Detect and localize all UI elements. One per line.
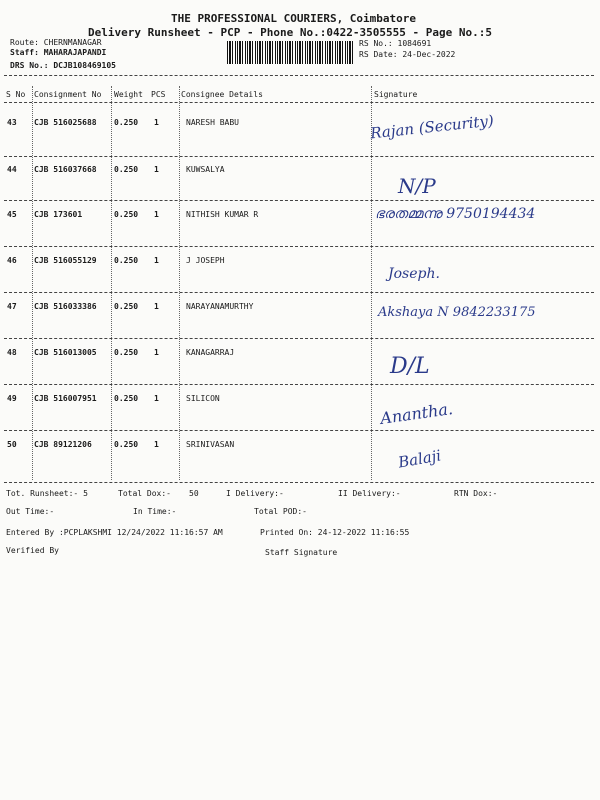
handwritten-signature: ഭരതമ്മന്നു 9750194434 <box>375 206 536 222</box>
row-consignee: NARAYANAMURTHY <box>186 302 254 311</box>
row-consignee: NITHISH KUMAR R <box>186 210 259 219</box>
row-consignment: CJB 516033386 <box>34 302 97 311</box>
row-divider <box>4 246 594 247</box>
row-consignment: CJB 516007951 <box>34 394 97 403</box>
entered-by: Entered By :PCPLAKSHMI 12/24/2022 11:16:57 AM <box>6 528 223 537</box>
row-weight: 0.250 <box>114 118 139 127</box>
handwritten-signature: Balaji <box>396 446 443 472</box>
row-consignee: J JOSEPH <box>186 256 225 265</box>
row-divider <box>4 200 594 201</box>
row-sno: 43 <box>7 118 17 127</box>
handwritten-signature: Anantha. <box>379 399 455 428</box>
row-pcs: 1 <box>154 440 159 449</box>
printed-on: Printed On: 24-12-2022 11:16:55 <box>260 528 410 537</box>
row-sno: 46 <box>7 256 17 265</box>
row-sno: 47 <box>7 302 17 311</box>
row-sno: 45 <box>7 210 17 219</box>
row-consignment: CJB 173601 <box>34 210 83 219</box>
rs-date: RS Date: 24-Dec-2022 <box>359 50 456 59</box>
col-header-signature: Signature <box>374 90 418 99</box>
row-consignee: KANAGARRAJ <box>186 348 235 357</box>
total-runsheet: Tot. Runsheet:- 5 <box>6 489 88 498</box>
row-weight: 0.250 <box>114 394 139 403</box>
row-consignment: CJB 89121206 <box>34 440 92 449</box>
row-pcs: 1 <box>154 210 159 219</box>
row-consignment: CJB 516055129 <box>34 256 97 265</box>
row-pcs: 1 <box>154 118 159 127</box>
column-separator <box>32 86 33 480</box>
out-time-label: Out Time:- <box>6 507 55 516</box>
handwritten-signature: Joseph. <box>388 266 440 282</box>
column-separator <box>179 86 180 480</box>
barcode-image <box>227 41 354 64</box>
total-dox-label: Total Dox:- <box>118 489 171 498</box>
col-header-weight: Weight <box>114 90 143 99</box>
in-time-label: In Time:- <box>133 507 177 516</box>
row-sno: 48 <box>7 348 17 357</box>
row-divider <box>4 430 594 431</box>
row-pcs: 1 <box>154 165 159 174</box>
i-delivery-label: I Delivery:- <box>226 489 284 498</box>
row-weight: 0.250 <box>114 210 139 219</box>
staff-label: Staff: MAHARAJAPANDI <box>10 48 107 57</box>
table-bottom-divider <box>4 482 594 483</box>
col-header-sno: S No <box>6 90 26 99</box>
row-pcs: 1 <box>154 394 159 403</box>
handwritten-signature: D/L <box>390 354 430 379</box>
row-divider <box>4 338 594 339</box>
row-sno: 49 <box>7 394 17 403</box>
staff-signature-label: Staff Signature <box>265 548 338 557</box>
row-consignment: CJB 516037668 <box>34 165 97 174</box>
row-consignee: KUWSALYA <box>186 165 225 174</box>
row-pcs: 1 <box>154 302 159 311</box>
route-label: Route: CHERNMANAGAR <box>10 38 102 47</box>
row-weight: 0.250 <box>114 440 139 449</box>
col-header-consignee: Consignee Details <box>181 90 263 99</box>
row-divider <box>4 384 594 385</box>
company-title: THE PROFESSIONAL COURIERS, Coimbatore <box>171 12 417 25</box>
total-pod-label: Total POD:- <box>254 507 307 516</box>
row-consignee: NARESH BABU <box>186 118 239 127</box>
row-divider <box>4 156 594 157</box>
row-pcs: 1 <box>154 256 159 265</box>
row-divider <box>4 292 594 293</box>
col-header-pcs: PCS <box>151 90 166 99</box>
row-consignee: SRINIVASAN <box>186 440 235 449</box>
row-weight: 0.250 <box>114 348 139 357</box>
total-dox-value: 50 <box>189 489 199 498</box>
row-sno: 50 <box>7 440 17 449</box>
column-separator <box>371 86 372 480</box>
row-consignment: CJB 516013005 <box>34 348 97 357</box>
row-weight: 0.250 <box>114 302 139 311</box>
handwritten-signature: Rajan (Security) <box>369 111 495 143</box>
row-consignment: CJB 516025688 <box>34 118 97 127</box>
rtn-dox-label: RTN Dox:- <box>454 489 498 498</box>
verified-by-label: Verified By <box>6 546 59 555</box>
row-weight: 0.250 <box>114 165 139 174</box>
drs-number: DRS No.: DCJB108469105 <box>10 61 116 70</box>
row-sno: 44 <box>7 165 17 174</box>
runsheet-subtitle: Delivery Runsheet - PCP - Phone No.:0422-3505555 - Page No.:5 <box>88 26 492 39</box>
handwritten-signature: Akshaya N 9842233175 <box>378 305 536 320</box>
column-header-divider <box>4 102 594 103</box>
col-header-consignment: Consignment No <box>34 90 102 99</box>
ii-delivery-label: II Delivery:- <box>338 489 401 498</box>
rs-number: RS No.: 1084691 <box>359 39 432 48</box>
handwritten-signature: N/P <box>398 174 436 198</box>
row-weight: 0.250 <box>114 256 139 265</box>
header-divider <box>4 75 594 76</box>
row-pcs: 1 <box>154 348 159 357</box>
column-separator <box>111 86 112 480</box>
row-consignee: SILICON <box>186 394 220 403</box>
